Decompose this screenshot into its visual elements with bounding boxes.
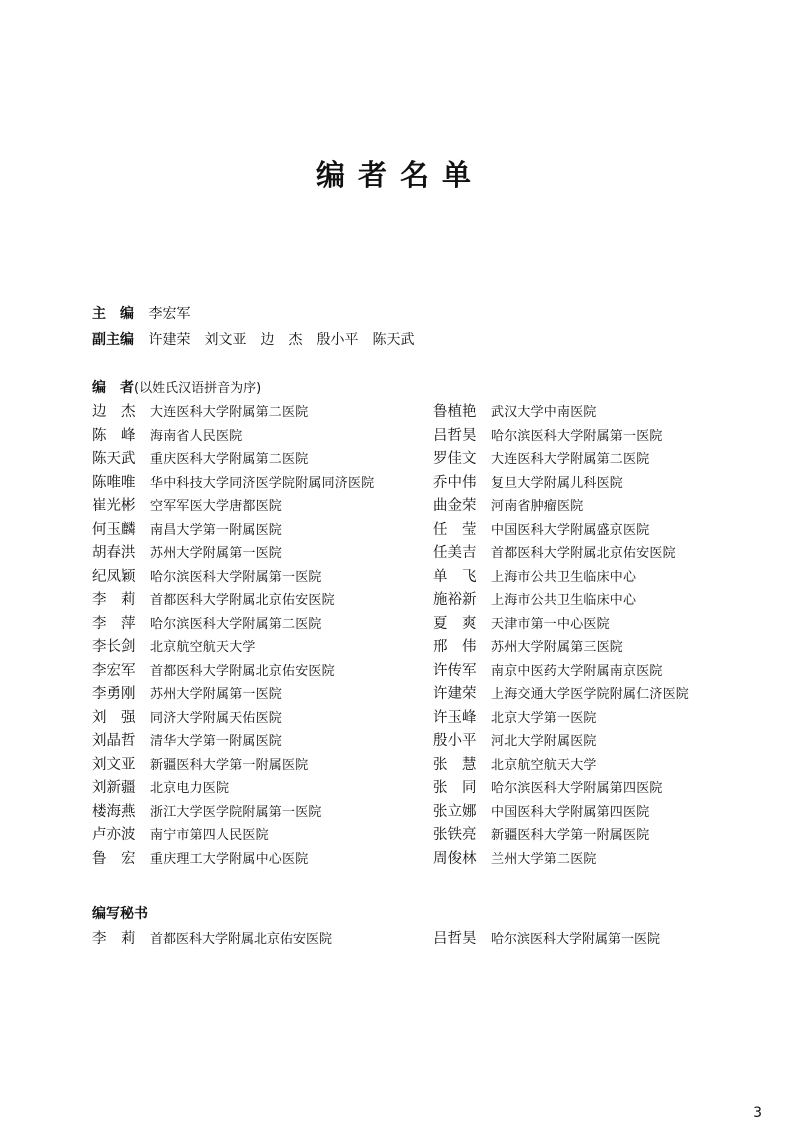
- author-affiliation: 北京大学第一医院: [491, 710, 597, 726]
- author-row: [433, 473, 773, 497]
- editor-in-chief-label: 主 编: [92, 306, 134, 322]
- author-name: 单 飞: [433, 568, 477, 585]
- author-row: [92, 661, 412, 685]
- author-row: [92, 402, 412, 426]
- author-row: [92, 825, 412, 849]
- author-name: 何玉麟: [92, 521, 136, 538]
- author-name: 鲁植艳: [433, 404, 477, 420]
- author-affiliation: 上海市公共卫生临床中心: [491, 593, 637, 608]
- author-affiliation: 南昌大学第一附属医院: [150, 522, 283, 538]
- author-affiliation: 华中科技大学同济医学院附属同济医院: [150, 475, 375, 491]
- author-affiliation: 空军军医大学唐都医院: [150, 499, 283, 514]
- author-row: [433, 449, 773, 473]
- author-name: 殷小平: [433, 733, 477, 749]
- author-affiliation: 上海市公共卫生临床中心: [491, 569, 637, 585]
- author-name: 张铁亮: [433, 827, 477, 843]
- author-name: 许玉峰: [433, 709, 477, 726]
- author-row: [433, 825, 773, 849]
- author-affiliation: 大连医科大学附属第二医院: [491, 452, 650, 467]
- author-affiliation: 新疆医科大学第一附属医院: [491, 828, 650, 843]
- author-affiliation: 哈尔滨医科大学附属第一医院: [150, 569, 322, 585]
- associate-editors-names: 许建荣 刘文亚 边 杰 殷小平 陈天武: [148, 332, 415, 348]
- author-affiliation: 兰州大学第二医院: [491, 851, 597, 867]
- author-row: [433, 684, 773, 708]
- author-name: 施裕新: [433, 592, 477, 608]
- author-affiliation: 北京电力医院: [150, 781, 230, 796]
- secretary-affiliation: 首都医科大学附属北京佑安医院: [150, 932, 333, 947]
- author-name: 陈天武: [92, 451, 136, 467]
- author-name: 李 莉: [92, 592, 136, 608]
- author-name: 张 慧: [433, 756, 477, 773]
- editor-in-chief-line: [92, 304, 190, 324]
- author-name: 刘 强: [92, 709, 136, 726]
- authors-list-right: [433, 402, 773, 872]
- author-affiliation: 河北大学附属医院: [491, 734, 597, 749]
- secretary-row: [92, 929, 332, 950]
- author-row: [433, 661, 773, 685]
- author-row: [92, 567, 412, 591]
- author-row: [92, 426, 412, 450]
- page-number: 3: [753, 1105, 762, 1121]
- author-affiliation: 海南省人民医院: [150, 428, 243, 444]
- author-row: [92, 778, 412, 802]
- author-row: [433, 567, 773, 591]
- author-name: 鲁 宏: [92, 850, 136, 867]
- author-row: [92, 590, 412, 614]
- author-name: 张立娜: [433, 803, 477, 820]
- author-name: 李勇刚: [92, 686, 136, 702]
- associate-editors-line: [92, 330, 414, 350]
- authors-label: 编 者: [92, 380, 134, 396]
- author-name: 李 萍: [92, 615, 136, 632]
- author-row: [92, 637, 412, 661]
- secretaries-label: 编写秘书: [92, 906, 148, 922]
- author-row: [92, 755, 412, 779]
- author-row: [433, 590, 773, 614]
- secretaries-heading: [92, 904, 148, 924]
- author-row: [433, 708, 773, 732]
- author-affiliation: 新疆医科大学第一附属医院: [150, 757, 309, 773]
- author-name: 吕哲昊: [433, 427, 477, 444]
- author-name: 许建荣: [433, 686, 477, 702]
- author-name: 刘新疆: [92, 780, 136, 796]
- author-row: [433, 614, 773, 638]
- author-affiliation: 北京航空航天大学: [150, 640, 256, 655]
- author-row: [92, 849, 412, 873]
- author-name: 崔光彬: [92, 498, 136, 514]
- author-affiliation: 浙江大学医学院附属第一医院: [150, 804, 322, 820]
- author-row: [433, 731, 773, 755]
- author-affiliation: 首都医科大学附属北京佑安医院: [491, 546, 676, 561]
- author-affiliation: 南京中医药大学附属南京医院: [491, 663, 663, 679]
- secretary-name: 吕哲昊: [433, 931, 477, 947]
- author-name: 纪凤颖: [92, 568, 136, 585]
- author-affiliation: 哈尔滨医科大学附属第二医院: [150, 616, 322, 632]
- author-row: [433, 426, 773, 450]
- author-affiliation: 南宁市第四人民医院: [150, 828, 269, 843]
- author-row: [433, 849, 773, 873]
- author-name: 曲金荣: [433, 498, 477, 514]
- author-affiliation: 哈尔滨医科大学附属第一医院: [491, 428, 663, 444]
- secretary-row: [433, 929, 660, 950]
- author-name: 刘文亚: [92, 756, 136, 773]
- author-row: [433, 543, 773, 567]
- author-name: 卢亦波: [92, 827, 136, 843]
- author-affiliation: 天津市第一中心医院: [491, 616, 610, 632]
- author-name: 刘晶哲: [92, 733, 136, 749]
- author-row: [92, 473, 412, 497]
- author-row: [92, 802, 412, 826]
- author-row: [92, 520, 412, 544]
- author-row: [92, 731, 412, 755]
- author-name: 周俊林: [433, 850, 477, 867]
- author-name: 乔中伟: [433, 474, 477, 491]
- author-name: 胡春洪: [92, 545, 136, 561]
- author-affiliation: 河南省肿瘤医院: [491, 499, 584, 514]
- author-name: 李宏军: [92, 662, 136, 679]
- author-name: 罗佳文: [433, 451, 477, 467]
- author-row: [92, 543, 412, 567]
- author-name: 任 莹: [433, 521, 477, 538]
- author-name: 边 杰: [92, 404, 136, 420]
- secretary-affiliation: 哈尔滨医科大学附属第一医院: [491, 932, 661, 947]
- author-name: 楼海燕: [92, 803, 136, 820]
- author-affiliation: 武汉大学中南医院: [491, 405, 597, 420]
- author-affiliation: 清华大学第一附属医院: [150, 734, 283, 749]
- author-row: [92, 708, 412, 732]
- author-affiliation: 苏州大学附属第一医院: [150, 546, 283, 561]
- author-affiliation: 中国医科大学附属盛京医院: [491, 522, 650, 538]
- author-name: 任美吉: [433, 545, 477, 561]
- author-name: 许传军: [433, 662, 477, 679]
- author-row: [433, 402, 773, 426]
- author-name: 夏 爽: [433, 615, 477, 632]
- author-row: [92, 449, 412, 473]
- author-affiliation: 苏州大学附属第三医院: [491, 640, 624, 655]
- author-row: [433, 520, 773, 544]
- author-affiliation: 重庆理工大学附属中心医院: [150, 851, 309, 867]
- author-row: [433, 778, 773, 802]
- author-name: 邢 伟: [433, 639, 477, 655]
- editor-in-chief-names: 李宏军: [148, 306, 191, 322]
- authors-note: (以姓氏汉语拼音为序): [134, 381, 262, 396]
- author-row: [433, 637, 773, 661]
- author-row: [92, 496, 412, 520]
- author-affiliation: 上海交通大学医学院附属仁济医院: [491, 687, 690, 702]
- author-affiliation: 同济大学附属天佑医院: [150, 710, 283, 726]
- authors-heading: [92, 378, 261, 399]
- author-affiliation: 大连医科大学附属第二医院: [150, 405, 309, 420]
- author-row: [433, 802, 773, 826]
- author-affiliation: 复旦大学附属儿科医院: [491, 475, 624, 491]
- author-name: 李长剑: [92, 639, 136, 655]
- author-affiliation: 哈尔滨医科大学附属第四医院: [491, 781, 663, 796]
- page-title: 编者名单: [315, 158, 484, 192]
- secretary-name: 李 莉: [92, 931, 136, 947]
- author-row: [433, 496, 773, 520]
- author-row: [92, 614, 412, 638]
- associate-editors-label: 副主编: [92, 332, 134, 348]
- author-affiliation: 北京航空航天大学: [491, 757, 597, 773]
- author-affiliation: 首都医科大学附属北京佑安医院: [150, 593, 335, 608]
- authors-list-left: [92, 402, 412, 872]
- author-name: 张 同: [433, 780, 477, 796]
- author-affiliation: 重庆医科大学附属第二医院: [150, 452, 309, 467]
- author-affiliation: 苏州大学附属第一医院: [150, 687, 283, 702]
- author-affiliation: 首都医科大学附属北京佑安医院: [150, 663, 335, 679]
- author-name: 陈 峰: [92, 427, 136, 444]
- author-affiliation: 中国医科大学附属第四医院: [491, 804, 650, 820]
- author-name: 陈唯唯: [92, 474, 136, 491]
- author-row: [92, 684, 412, 708]
- author-row: [433, 755, 773, 779]
